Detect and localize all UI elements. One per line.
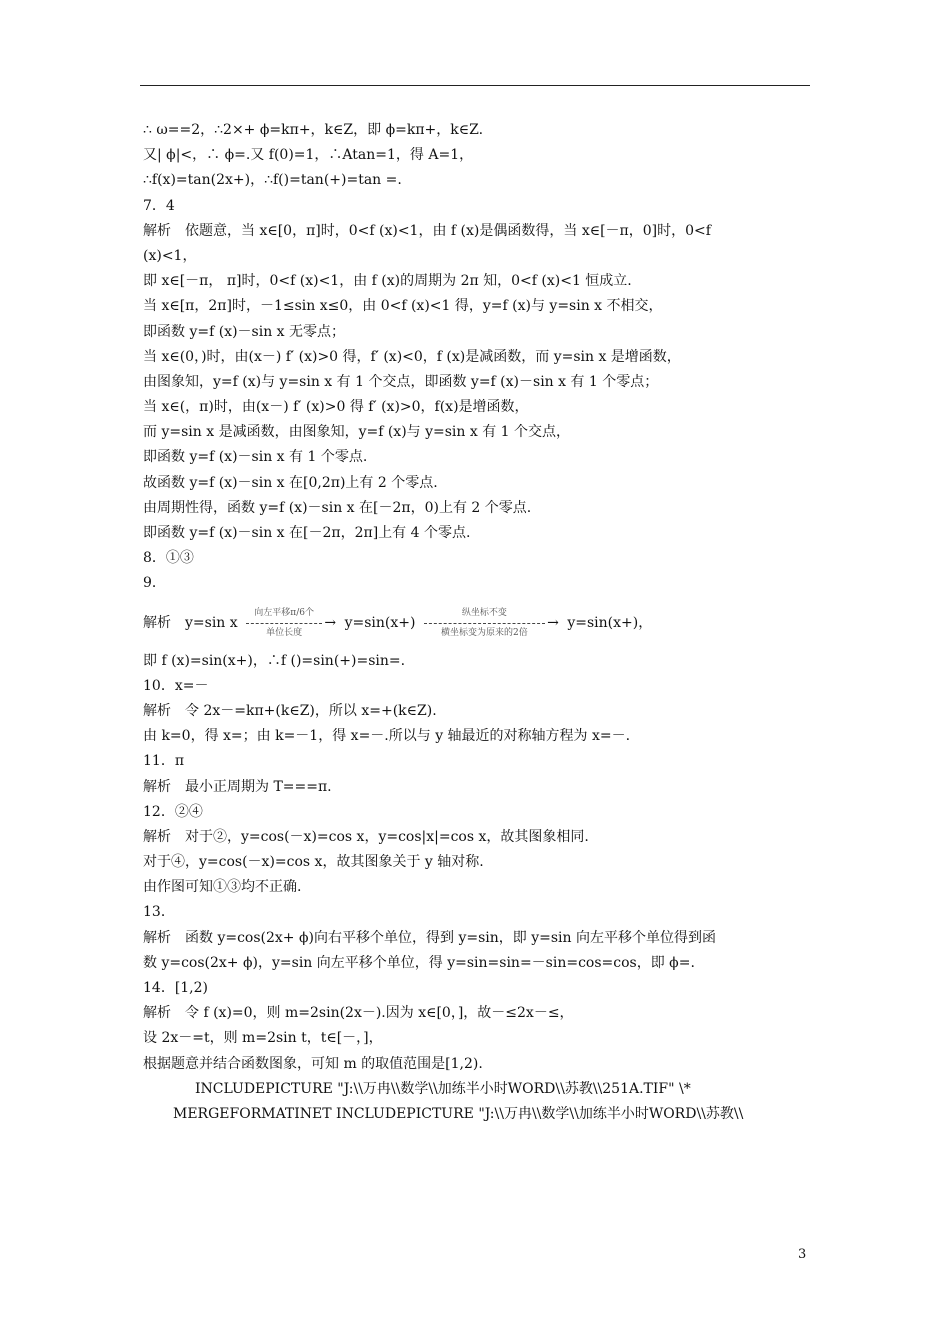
text-line: 根据题意并结合函数图象，可知 m 的取值范围是[1,2). — [143, 1055, 483, 1072]
text-line: 解析 令 f (x)=0，则 m=2sin(2x－).因为 x∈[0，]，故－≤2x－≤， — [143, 1005, 574, 1022]
answer-heading: 9． — [143, 575, 166, 592]
arrow-shaft — [246, 623, 322, 624]
answer-heading: 14．[1,2) — [143, 980, 209, 996]
transform-arrow-shift — [246, 608, 336, 638]
text-line: 即 x∈[－π， π]时，0<f (x)<1，由 f (x)的周期为 2π 知，0<f (x)<1 恒成立. — [143, 273, 632, 290]
text-line: 解析 对于②，y=cos(－x)=cos x，y=cos|x|=cos x，故其图象相同. — [143, 828, 589, 845]
answer-heading: 11．π — [143, 753, 185, 770]
text-line: 又| ϕ|<，∴ ϕ=.又 f(0)=1，∴Atan=1，得 A=1， — [143, 147, 474, 164]
answer-heading: 13． — [143, 904, 175, 921]
text-line: 设 2x－=t，则 m=2sin t，t∈[－，]， — [143, 1030, 383, 1047]
arrow-bottom-label: 横坐标变为原来的2倍 — [441, 627, 528, 638]
text-line: 由周期性得，函数 y=f (x)－sin x 在[－2π，0)上有 2 个零点. — [143, 499, 532, 516]
text-line: 数 y=cos(2x+ ϕ)，y=sin 向左平移个单位，得 y=sin=sin=－sin=cos=cos，即 ϕ=. — [143, 954, 695, 971]
answer-heading: 8．①③ — [143, 550, 194, 567]
text-line: (x)<1， — [143, 247, 197, 264]
transform-line — [143, 597, 815, 649]
text-line: 当 x∈(0，)时，由(x－) f′ (x)>0 得，f′ (x)<0，f (x)是减函数，而 y=sin x 是增函数， — [143, 348, 681, 365]
text-line: 即 f (x)=sin(x+)，∴f ()=sin(+)=sin=. — [143, 652, 406, 669]
field-code-line: MERGEFORMATINET INCLUDEPICTURE "J:\\万冉\\数学\\加练半小时WORD\\苏教\\ — [173, 1105, 744, 1122]
arrow-bottom-label: 单位长度 — [266, 627, 303, 638]
text-line: 当 x∈[π，2π]时，－1≤sin x≤0，由 0<f (x)<1 得，y=f (x)与 y=sin x 不相交， — [143, 298, 663, 315]
text-line: 即函数 y=f (x)－sin x 在[－2π，2π]上有 4 个零点. — [143, 525, 471, 541]
text-line: 对于④，y=cos(－x)=cos x，故其图象关于 y 轴对称. — [143, 854, 484, 871]
arrow-top-label: 纵坐标不变 — [461, 607, 507, 618]
text-line: 而 y=sin x 是减函数，由图象知，y=f (x)与 y=sin x 有 1 个交点， — [143, 424, 571, 441]
transform-arrow-scale — [424, 608, 559, 638]
answer-heading: 12．②④ — [143, 803, 203, 820]
text-line: ∴f(x)=tan(2x+)，∴f()=tan(+)=tan =. — [143, 172, 402, 189]
text-line: 当 x∈(，π)时，由(x－) f′ (x)>0 得 f′ (x)>0，f(x)是增函数， — [143, 399, 529, 416]
text-line: 故函数 y=f (x)－sin x 在[0,2π)上有 2 个零点. — [143, 474, 438, 491]
text-line: 解析 函数 y=cos(2x+ ϕ)向右平移个单位，得到 y=sin，即 y=sin 向左平移个单位得到函 — [143, 929, 716, 946]
arrow-shaft — [424, 623, 545, 624]
transform-lead: 解析 y=sin x — [143, 614, 238, 631]
header-rule — [140, 85, 810, 86]
text-line: 即函数 y=f (x)－sin x 无零点； — [143, 323, 346, 340]
document-body — [143, 118, 815, 1127]
text-line: 解析 令 2x－=kπ+(k∈Z)，所以 x=+(k∈Z). — [143, 702, 437, 719]
answer-heading: 7．4 — [143, 197, 175, 214]
text-line: 解析 最小正周期为 T===π. — [143, 778, 332, 795]
text-line: 由图象知，y=f (x)与 y=sin x 有 1 个交点，即函数 y=f (x)－sin x 有 1 个零点； — [143, 373, 659, 390]
page-number: 3 — [798, 1247, 807, 1262]
arrow-right-icon: → — [324, 614, 337, 631]
text-line: ∴ ω==2，∴2×+ ϕ=kπ+，k∈Z，即 ϕ=kπ+，k∈Z. — [143, 122, 484, 138]
text-line: 由 k=0，得 x=；由 k=－1，得 x=－.所以与 y 轴最近的对称轴方程为 x=－. — [143, 728, 631, 745]
field-code-line: INCLUDEPICTURE "J:\\万冉\\数学\\加练半小时WORD\\苏教\\251A.TIF" \* — [195, 1080, 691, 1097]
transform-mid: y=sin(x+) — [344, 614, 416, 631]
transform-tail: y=sin(x+)， — [567, 614, 653, 631]
answer-heading: 10．x=－ — [143, 677, 209, 694]
text-line: 由作图可知①③均不正确. — [143, 879, 302, 896]
arrow-right-icon: → — [547, 614, 559, 631]
arrow-top-label: 向左平移π/6个 — [254, 607, 314, 618]
text-line: 即函数 y=f (x)－sin x 有 1 个零点. — [143, 449, 368, 466]
text-line: 解析 依题意，当 x∈[0，π]时，0<f (x)<1，由 f (x)是偶函数得，当 x∈[－π，0]时，0<f — [143, 222, 711, 239]
